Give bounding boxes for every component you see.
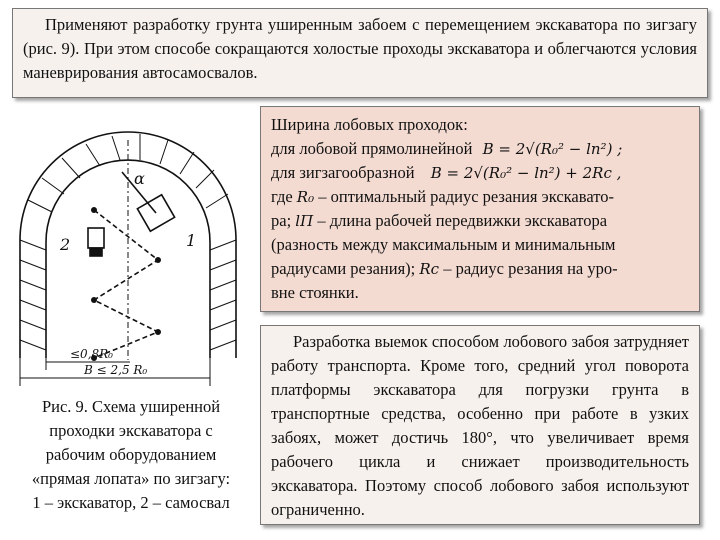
position-point (155, 329, 161, 335)
dump-truck (88, 228, 104, 248)
position-point (91, 207, 97, 213)
figure-caption: Рис. 9. Схема уширенной проходки экскаватора с рабочим оборудованием «прямая лопата» по зигзагу: 1 – экскаватор, 2 – самосвал (31, 397, 231, 512)
widths-heading: Ширина лобовых проходок: (271, 115, 468, 134)
symbol-rc: Rс (419, 260, 440, 278)
definition-lp-continued: (разность между максимальным и минимальным (271, 235, 616, 254)
symbol-r0: R₀ (296, 188, 315, 206)
frontal-paragraph: Разработка выемок способом лобового забоя затрудняет работу транспорта. Кроме того, средний угол поворота платформы экскаватора для погрузки грунта в транспортные средства, особенно при работе в узких забоях, может достичь 180°, что увеличивает время рабочего цикла и снижает производительность экскаватора. Поэтому способ лобового забоя используют ограниченно. (271, 332, 689, 519)
intro-textbox (12, 8, 708, 98)
width-zigzag-formula: B = 2√(R₀² − lп²) + 2Rс , (430, 164, 622, 182)
definition-rc-continued: вне стоянки. (271, 283, 359, 302)
lobby-widths-textbox (260, 106, 700, 312)
dim-label-small: ≤0,8R₀ (70, 347, 113, 361)
definition-rc: радиусами резания); Rс – радиус резания на уро- (271, 259, 618, 278)
width-straight-label: для лобовой прямолинейной (271, 139, 473, 158)
dim-label-large: В ≤ 2,5 R₀ (84, 363, 148, 377)
definition-r0: где R₀ – оптимальный радиус резания экскавато- (271, 187, 614, 206)
position-point (155, 257, 161, 263)
excavation-scheme-figure (10, 100, 256, 392)
label-excavator: 1 (186, 231, 197, 250)
label-alpha: α (134, 169, 145, 188)
label-truck: 2 (60, 235, 71, 254)
position-point (91, 297, 97, 303)
definition-lp: ра; lП – длина рабочей передвижки экскаватора (271, 211, 608, 230)
width-straight-line (271, 137, 689, 161)
width-zigzag-line (271, 161, 689, 185)
intro-paragraph: Применяют разработку грунта уширенным забоем с перемещением экскаватора по зигзагу (рис. 9). При этом способе сокращаются холостые проходы экскаватора и облегчаются условия маневрирования автосамосвалов. (23, 15, 697, 82)
symbol-lp: lП (295, 212, 314, 230)
width-straight-formula: B = 2√(R₀² − lп²) ; (482, 140, 623, 158)
width-zigzag-label: для зигзагообразной (271, 163, 415, 182)
frontal-face-textbox (260, 325, 700, 525)
inner-arch (46, 160, 210, 358)
